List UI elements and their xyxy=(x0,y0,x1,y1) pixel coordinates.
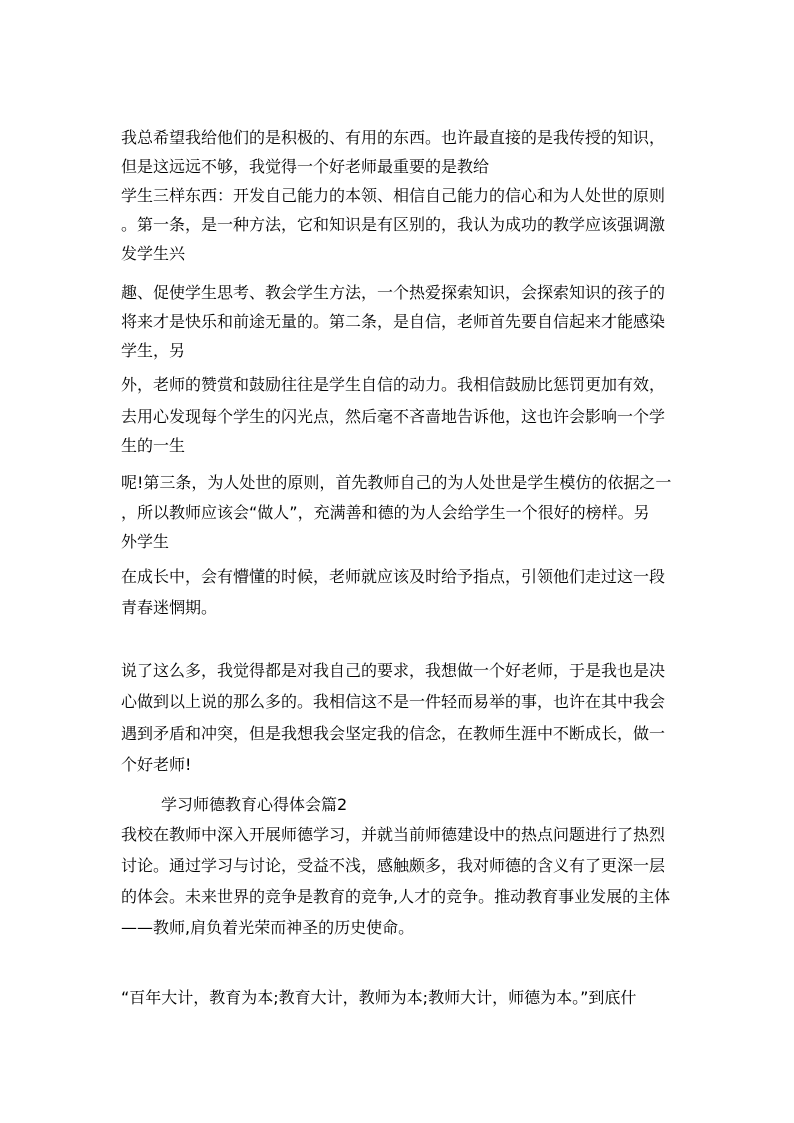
text-line: 在成长中，会有懵懂的时候，老师就应该及时给予指点，引领他们走过这一段 xyxy=(121,567,666,586)
text-line: 外，老师的赞赏和鼓励往往是学生自信的动力。我相信鼓励比惩罚更加有效， xyxy=(121,375,666,394)
text-line: 说了这么多，我觉得都是对我自己的要求，我想做一个好老师，于是我也是决 xyxy=(121,661,666,680)
text-line: 学生三样东西：开发自己能力的本领、相信自己能力的信心和为人处世的原则 xyxy=(121,186,666,205)
text-line: 青春迷惘期。 xyxy=(121,598,218,617)
text-line: 我校在教师中深入开展师德学习，并就当前师德建设中的热点问题进行了热烈 xyxy=(121,825,666,844)
text-line: 遇到矛盾和冲突，但是我想我会坚定我的信念，在教师生涯中不断成长，做一 xyxy=(121,724,666,743)
text-line: 发学生兴 xyxy=(121,244,186,263)
text-line: ——教师,肩负着光荣而神圣的历史使命。 xyxy=(121,918,415,937)
text-line: 生的一生 xyxy=(121,436,186,455)
text-line: 。第一条，是一种方法，它和知识是有区别的，我认为成功的教学应该强调激 xyxy=(121,215,666,234)
text-line: 将来才是快乐和前途无量的。第二条，是自信，老师首先要自信起来才能感染 xyxy=(121,312,666,331)
text-line: 趣、促使学生思考、教会学生方法，一个热爱探索知识，会探索知识的孩子的 xyxy=(121,283,666,302)
text-line: 外学生 xyxy=(121,532,170,551)
text-line: 心做到以上说的那么多的。我相信这不是一件轻而易举的事，也许在其中我会 xyxy=(121,692,666,711)
text-line: 我总希望我给他们的是积极的、有用的东西。也许最直接的是我传授的知识， xyxy=(121,128,666,147)
section-heading: 学习师德教育心得体会篇2 xyxy=(161,795,348,814)
text-line: 学生，另 xyxy=(121,341,186,360)
text-line: 讨论。通过学习与讨论，受益不浅，感触颇多，我对师德的含义有了更深一层 xyxy=(121,856,666,875)
text-line: ，所以教师应该会“做人”，充满善和德的为人会给学生一个很好的榜样。另 xyxy=(121,503,650,522)
text-line: 但是这远远不够，我觉得一个好老师最重要的是教给 xyxy=(121,157,490,176)
text-line: 的体会。未来世界的竞争是教育的竞争,人才的竞争。推动教育事业发展的主体 xyxy=(121,887,671,906)
text-line: “百年大计，教育为本;教育大计，教师为本;教师大计，师德为本。”到底什 xyxy=(121,988,637,1007)
text-line: 去用心发现每个学生的闪光点，然后毫不吝啬地告诉他，这也许会影响一个学 xyxy=(121,407,666,426)
text-line: 呢!第三条，为人处世的原则，首先教师自己的为人处世是学生模仿的依据之一 xyxy=(121,473,672,492)
text-line: 个好老师! xyxy=(121,755,192,774)
